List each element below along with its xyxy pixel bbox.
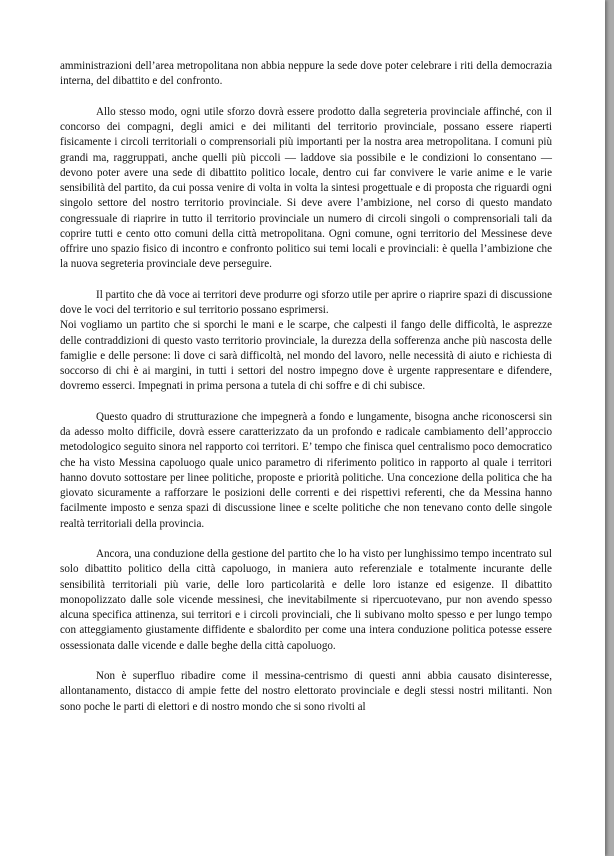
paragraph: Noi vogliamo un partito che si sporchi le mani e le scarpe, che calpesti il fango delle difficoltà, le asprezze delle contraddizioni di questo vasto territorio provinciale, la durezza della sofferenza anche più nascosta delle famiglie e delle persone: lì dove ci sarà difficoltà, nel mondo del lavoro, nelle necessità di aiuto e richiesta di soccorso di chi è ai margini, in tutti i settori del nostro impegno dove è urgente rappresentare e difendere, dovremo esserci. Impegnati in prima persona a tutela di chi soffre e di chi subisce. [60, 319, 552, 393]
paragraph: Non è superfluo ribadire come il messina-centrismo di questi anni abbia causato disinteresse, allontanamento, distacco di ampie fette del nostro elettorato provinciale e degli stessi nostri militanti. Non sono poche le parti di elettori e di nostro mondo che si sono rivolti al [60, 670, 552, 713]
paragraph: Questo quadro di strutturazione che impegnerà a fondo e lungamente, bisogna anche riconoscersi sin da adesso molto difficile, dovrà essere caratterizzato da un profondo e radicale cambiamento dell’approccio metodologico seguito sinora nel rapporto coi territori. E’ tempo che finisca quel centralismo poco democratico che ha visto Messina capoluogo quale unico parametro di riferimento politico in rapporto al quale i territori hanno dovuto sottostare per linee politiche, proposte e priorità politiche. Una concezione della politica che ha giovato sicuramente a rafforzare le posizioni delle correnti e dei rispettivi referenti, che da Messina hanno facilmente imposto e senza spazi di discussione linee e scelte politiche che non tenevano conto delle singole realtà territoriali della provincia. [60, 410, 552, 530]
paragraph: Ancora, una conduzione della gestione del partito che lo ha visto per lunghissimo tempo incentrato sul solo dibattito politico della città capoluogo, in maniera auto referenziale e totalmente incurante delle sensibilità territoriali più varie, delle loro particolarità e delle loro istanze ed esigenze. Il dibattito monopolizzato dalle sole vicende messinesi, che inevitabilmente si ripercuotevano, pur non avendo spesso alcuna specifica attinenza, sui territori e i circoli provinciali, che li subivano molto spesso e per lungo tempo con atteggiamento giustamente diffidente e sbalordito per come una intera conduzione politica potesse essere ossessionata dalle vicende e dalle beghe della città capoluogo. [60, 548, 552, 652]
paragraph: Allo stesso modo, ogni utile sforzo dovrà essere prodotto dalla segreteria provinciale affinché, con il concorso dei compagni, degli amici e dei militanti del territorio provinciale, possano essere riaperti fisicamente i circoli territoriali o comprensoriali più importanti per la nostra area metropolitana. I comuni più grandi ma, raggruppati, anche quelli più piccoli — laddove sia possibile e le condizioni lo consentano — devono poter avere una sede di dibattito politico locale, dentro cui far convivere le varie anime e le varie sensibilità del partito, da cui possa venire di volta in volta la sintesi progettuale e di proposta che riguardi ogni singolo settore del nostro territorio provinciale. Si deve avere l’ambizione, nel corso di questo mandato congressuale di riaprire in tutto il territorio provinciale un numero di circoli singoli o comprensoriali tali da coprire tutti e cento otto comuni della città metropolitana. Ogni comune, ogni territorio del Messinese deve offrire uno spazio fisico di incontro e confronto politico sui temi locali e provinciali: è quella l’ambizione che la nuova segreteria provinciale deve perseguire. [60, 105, 552, 271]
paragraph: Il partito che dà voce ai territori deve produrre ogi sforzo utile per aprire o riaprire spazi di discussione dove le voci del territorio e sul territorio possano esprimersi. [60, 288, 552, 316]
paragraph: amministrazioni dell’area metropolitana non abbia neppure la sede dove poter celebrare i riti della democrazia interna, del dibattito e del confronto. [60, 60, 552, 88]
document-body [60, 59, 552, 715]
